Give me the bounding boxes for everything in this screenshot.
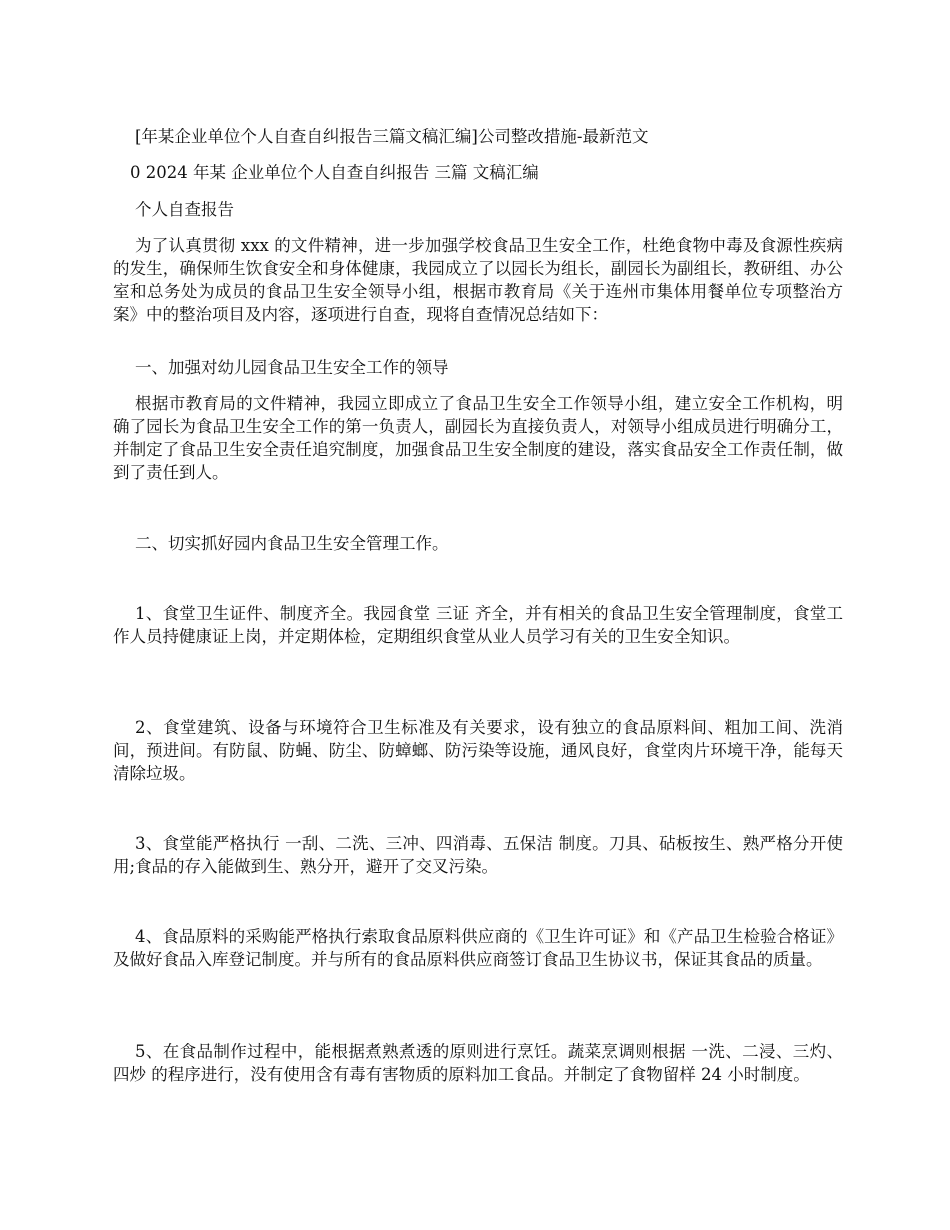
report-heading: 个人自查报告 [135, 200, 234, 219]
item-4-paragraph: 4、食品原料的采购能严格执行索取食品原料供应商的《卫生许可证》和《产品卫生检验合格证》及做好食品入库登记制度。并与所有的食品原料供应商签订食品卫生协议书，保证其食品的质量。 [113, 927, 843, 969]
item-1-paragraph: 1、食堂卫生证件、制度齐全。我园食堂 三证 齐全，并有相关的食品卫生安全管理制度，食堂工作人员持健康证上岗，并定期体检，定期组织食堂从业人员学习有关的卫生安全知识。 [113, 604, 843, 646]
section-1-paragraph: 根据市教育局的文件精神，我园立即成立了食品卫生安全工作领导小组，建立安全工作机构，明确了园长为食品卫生安全工作的第一负责人，副园长为直接负责人，对领导小组成员进行明确分工，并制定了食品卫生安全责任追究制度，加强食品卫生安全制度的建设，落实食品安全工作责任制，做到了责任到人。 [113, 394, 843, 482]
intro-paragraph: 为了认真贯彻 xxx 的文件精神，进一步加强学校食品卫生安全工作，杜绝食物中毒及食源性疾病的发生，确保师生饮食安全和身体健康，我园成立了以园长为组长，副园长为副组长，教研组、办公室和总务处为成员的食品卫生安全领导小组，根据市教育局《关于连州市集体用餐单位专项整治方案》中的整治项目及内容，逐项进行自查，现将自查情况总结如下： [113, 236, 843, 324]
document-subtitle: 0 2024 年某 企业单位个人自查自纠报告 三篇 文稿汇编 [130, 163, 539, 182]
document-title: [年某企业单位个人自查自纠报告三篇文稿汇编]公司整改措施-最新范文 [135, 127, 649, 146]
item-5-paragraph: 5、在食品制作过程中，能根据煮熟煮透的原则进行烹饪。蔬菜烹调则根据 一洗、二浸、三灼、四炒 的程序进行，没有使用含有毒有害物质的原料加工食品。并制定了食物留样 24 小时制度。 [113, 1042, 843, 1084]
item-3-paragraph: 3、食堂能严格执行 一刮、二洗、三冲、四消毒、五保洁 制度。刀具、砧板按生、熟严格分开使用;食品的存入能做到生、熟分开，避开了交叉污染。 [113, 834, 843, 876]
section-heading-2: 二、切实抓好园内食品卫生安全管理工作。 [135, 534, 449, 553]
item-2-paragraph: 2、食堂建筑、设备与环境符合卫生标准及有关要求，设有独立的食品原料间、粗加工间、洗消间，预进间。有防鼠、防蝇、防尘、防蟑螂、防污染等设施，通风良好，食堂肉片环境干净，能每天清除垃圾。 [113, 718, 843, 783]
section-heading-1: 一、加强对幼儿园食品卫生安全工作的领导 [135, 358, 449, 377]
